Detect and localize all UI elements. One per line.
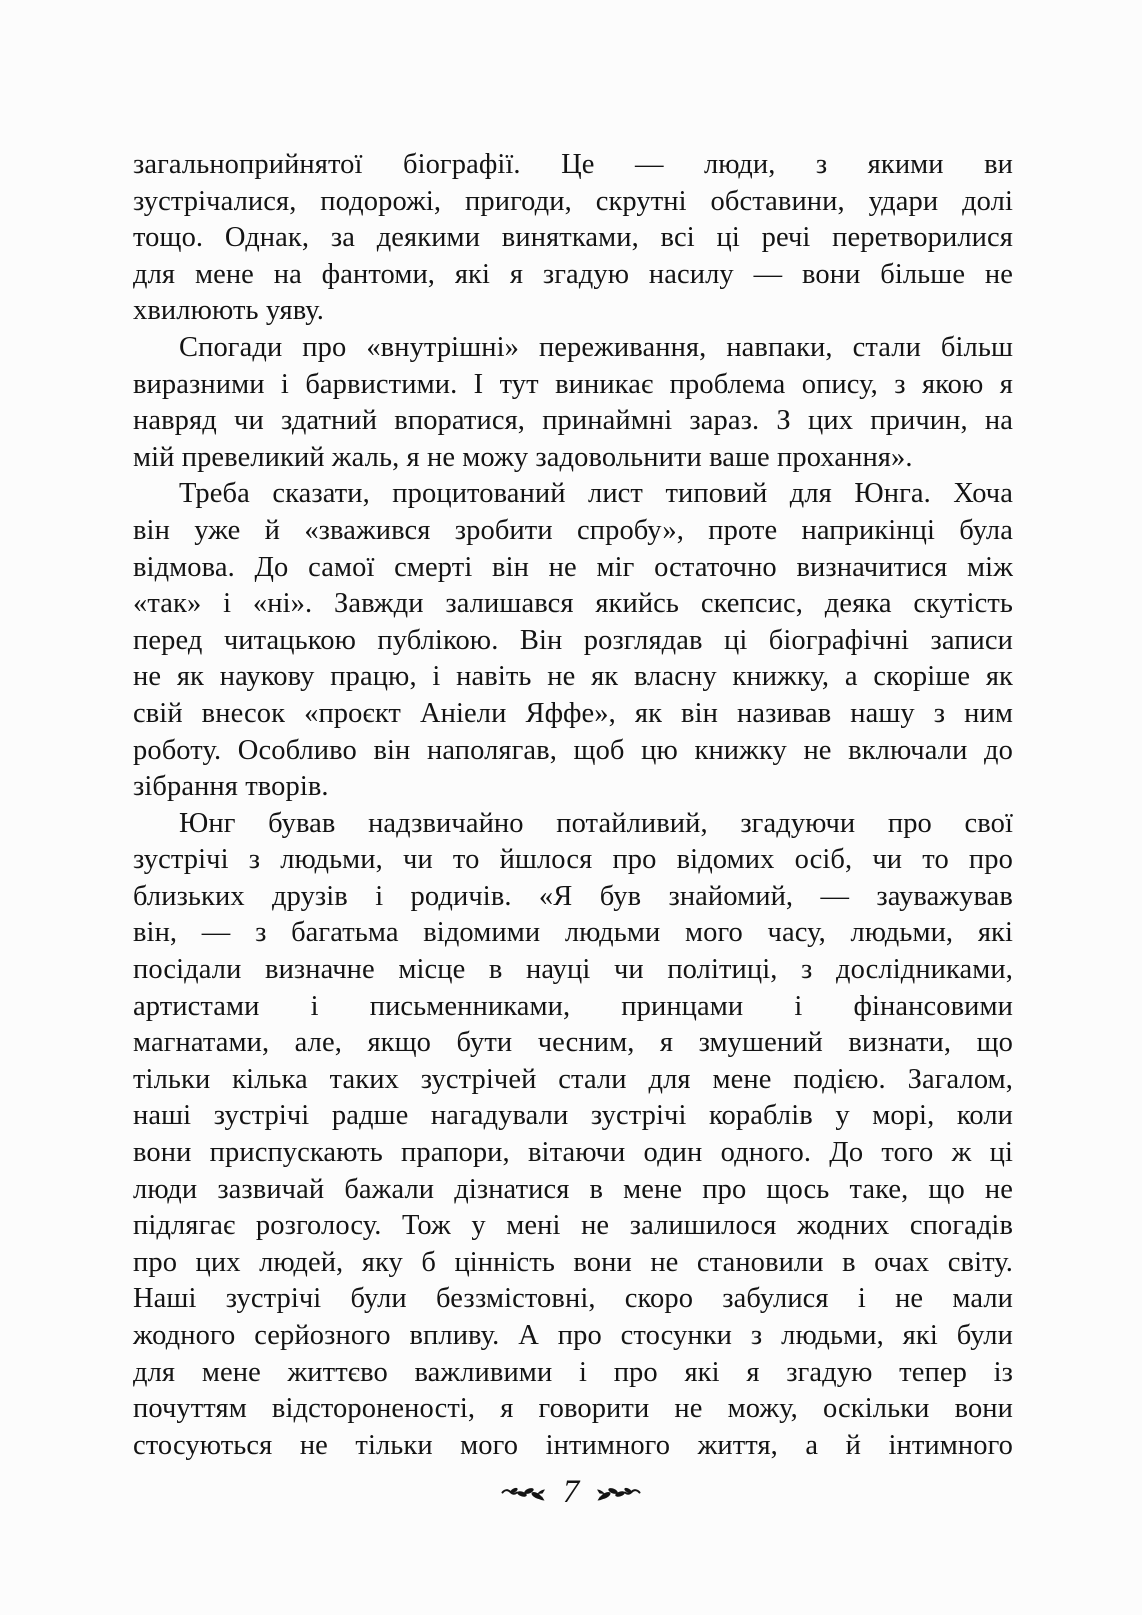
paragraph <box>133 476 1013 805</box>
text-line: люди зазвичай бажали дізнатися в мене про щось таке, що не <box>133 1173 1013 1205</box>
page-text <box>133 147 1013 1464</box>
text-line: він, — з багатьма відомими людьми мого часу, людьми, які <box>133 917 1013 949</box>
text-line: відмова. До самої смерті він не міг остаточно визначитися між <box>133 551 1013 583</box>
page-footer <box>0 1476 1142 1511</box>
text-line: почуттям відстороненості, я говорити не можу, оскільки вони <box>133 1393 1013 1425</box>
text-line: Юнг бував надзвичайно потайливий, згадуючи про свої <box>179 807 1013 839</box>
text-line: перед читацькою публікою. Він розглядав ці біографічні записи <box>133 624 1013 656</box>
text-line: близьких друзів і родичів. «Я був знайомий, — зауважував <box>133 880 1013 912</box>
text-line: роботу. Особливо він наполягав, щоб цю книжку не включали до <box>133 734 1013 766</box>
text-line: для мене на фантоми, які я згадую насилу — вони більше не <box>133 258 1013 290</box>
text-line: зібрання творів. <box>133 771 329 803</box>
text-line: мій превеликий жаль, я не можу задовольнити ваше прохання». <box>133 441 913 473</box>
text-line: хвилюють уяву. <box>133 295 325 327</box>
text-line: Треба сказати, процитований лист типовий для Юнга. Хоча <box>179 478 1013 510</box>
text-line: навряд чи здатний впоратися, принаймні зараз. З цих причин, на <box>133 405 1013 437</box>
text-line: про цих людей, яку б цінність вони не становили в очах світу. <box>133 1246 1013 1278</box>
text-line: магнатами, але, якщо бути чесним, я змушений визнати, що <box>133 1027 1013 1059</box>
text-line: Наші зустрічі були беззмістовні, скоро забулися і не мали <box>133 1283 1013 1315</box>
text-line: «так» і «ні». Завжди залишався якийсь скепсис, деяка скутість <box>133 588 1013 620</box>
text-line: для мене життєво важливими і про які я згадую тепер із <box>133 1356 1013 1388</box>
floral-ornament-right-icon <box>595 1483 641 1505</box>
text-line: тощо. Однак, за деякими винятками, всі ці речі перетворилися <box>133 222 1013 254</box>
text-line: тільки кілька таких зустрічей стали для мене подією. Загалом, <box>133 1063 1013 1095</box>
text-line: виразними і барвистими. І тут виникає проблема опису, з якою я <box>133 368 1013 400</box>
paragraph <box>133 806 1013 1465</box>
page-number: 7 <box>562 1474 580 1510</box>
text-line: не як наукову працю, і навіть не як власну книжку, а скоріше як <box>133 661 1013 693</box>
text-line: зустрічалися, подорожі, пригоди, скрутні обставини, удари долі <box>133 185 1013 217</box>
text-line: наші зустрічі радше нагадували зустрічі кораблів у морі, коли <box>133 1100 1013 1132</box>
text-line: вони приспускають прапори, вітаючи один одного. До того ж ці <box>133 1137 1013 1169</box>
paragraph <box>133 330 1013 476</box>
text-line: артистами і письменниками, принцами і фінансовими <box>133 990 1013 1022</box>
text-line: жодного серйозного впливу. А про стосунки з людьми, які були <box>133 1320 1013 1351</box>
text-line: підлягає розголосу. Тож у мені не залишилося жодних спогадів <box>133 1210 1013 1242</box>
text-line: загальноприйнятої біографії. Це — люди, з якими ви <box>133 149 1013 180</box>
text-line: зустрічі з людьми, чи то йшлося про відомих осіб, чи то про <box>133 844 1013 876</box>
text-line: він уже й «зважився зробити спробу», проте наприкінці була <box>133 514 1013 546</box>
floral-ornament-left-icon <box>501 1483 547 1505</box>
text-line: свій внесок «проєкт Аніели Яффе», як він називав нашу з ним <box>133 697 1013 729</box>
text-line: Спогади про «внутрішні» переживання, навпаки, стали більш <box>179 331 1013 363</box>
text-line: посідали визначне місце в науці чи політиці, з дослідниками, <box>133 954 1013 986</box>
text-line: стосуються не тільки мого інтимного життя, а й інтимного <box>133 1429 1013 1461</box>
paragraph <box>133 147 1013 330</box>
